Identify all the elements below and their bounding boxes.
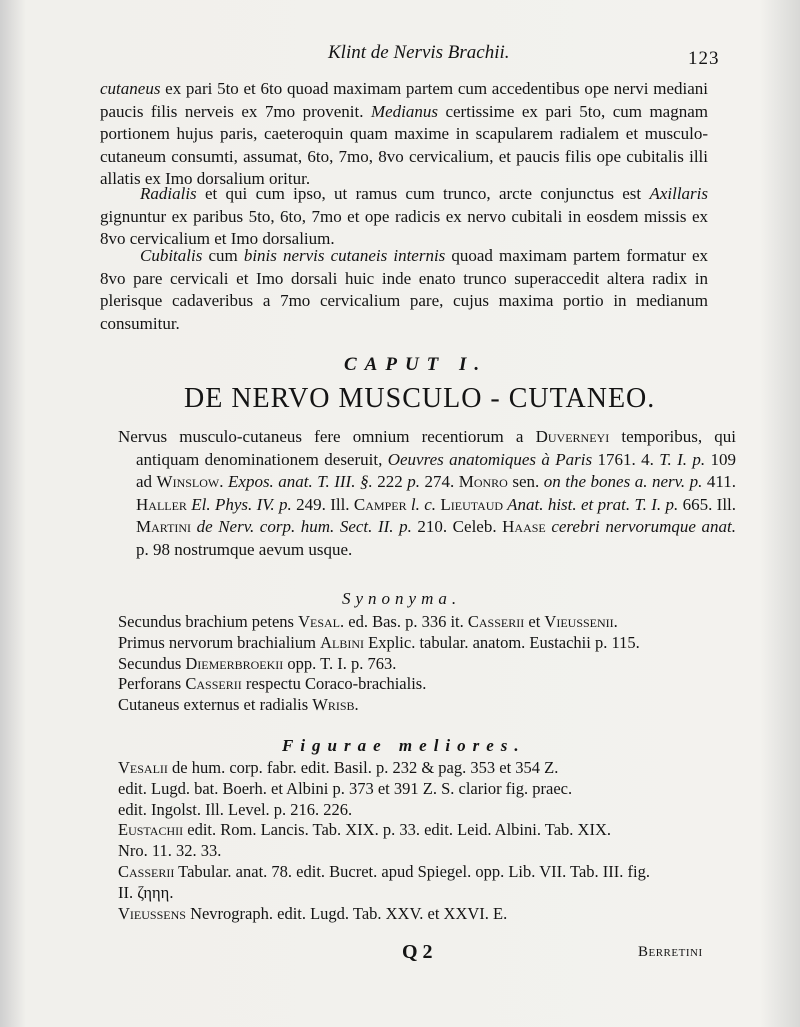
chapter-number: CAPUT I. bbox=[344, 354, 488, 375]
list-item: Secundus Diemerbroekii opp. T. I. p. 763. bbox=[118, 653, 397, 673]
nerve-name-cubitalis: Cubitalis bbox=[140, 246, 203, 265]
list-item: Vieussens Nevrograph. edit. Lugd. Tab. XXV. et XXVI. E. bbox=[118, 903, 508, 923]
list-item: Vesalii de hum. corp. fabr. edit. Basil. p. 232 & pag. 353 et 354 Z. bbox=[118, 758, 559, 777]
nerve-name-axillaris: Axillaris bbox=[649, 184, 708, 203]
list-item: Casserii Tabular. anat. 78. edit. Bucret. apud Spiegel. opp. Lib. VII. Tab. III. fig. bbox=[118, 861, 650, 881]
list-item: Perforans Casserii respectu Coraco-brachialis. bbox=[118, 674, 427, 694]
chapter-entry-paragraph: Nervus musculo-cutaneus fere omnium recentiorum a Duverneyi temporibus, qui antiquam denominationem deseruit, Oeuvres anatomiques à Paris 1761. 4. T. I. p. 109 ad Winslow. Expos. anat. T. III. §. 222 p. 274. Monro sen. on the bones a. nerv. p. 411. Haller El. Phys. IV. p. 249. Ill. Camper l. c. Lieutaud Anat. hist. et prat. T. I. p. 665. Ill. Martini de Nerv. corp. hum. Sect. II. p. 210. Celeb. Haase cerebri nervorumque anat. p. 98 nostrumque aevum usque. bbox=[118, 427, 737, 559]
page-number: 123 bbox=[688, 48, 720, 69]
list-item: Primus nervorum brachialium Albini Explic. tabular. anatom. Eustachii p. 115. bbox=[118, 632, 640, 652]
paragraph-1: cutaneus ex pari 5to et 6to quoad maximam partem cum accedentibus ope nervi mediani paucis filis nerveis ex 7mo provenit. Medianus certissime ex pari 5to, cum magnam portionem hujus paris, caeteroquin quam maxime in scapularem radialem et musculo-cutaneum consumti, assumat, 6to, 7mo, 8vo cervicalium, et paucis filis ope cubitalis illi allatis ex Imo dorsalium oritur. bbox=[100, 79, 708, 188]
synonyma-list bbox=[118, 612, 728, 716]
list-item: edit. Lugd. bat. Boerh. et Albini p. 373 et 391 Z. S. clarior fig. praec. bbox=[118, 778, 573, 798]
figurae-heading: Figurae meliores. bbox=[282, 736, 526, 755]
running-head-title: Klint de Nervis Brachii. bbox=[328, 42, 510, 63]
list-item: Eustachii edit. Rom. Lancis. Tab. XIX. p. 33. edit. Leid. Albini. Tab. XIX. bbox=[118, 820, 611, 840]
paragraph-1-term: cutaneus bbox=[100, 79, 161, 98]
list-item: II. ζηηη. bbox=[118, 882, 174, 902]
list-item: Cutaneus externus et radialis Wrisb. bbox=[118, 695, 359, 715]
list-item: Secundus brachium petens Vesal. ed. Bas. p. 336 it. Casserii et Vieussenii. bbox=[118, 612, 618, 631]
paragraph-3: Cubitalis cum binis nervis cutaneis internis quoad maximam partem formatur ex 8vo pare cervicali et Imo dorsali huic inde enato trunco superaccedit altera radix in plerisque cadaveribus a 7mo cervicalium pare, cujus maxima portio in medianum consumitur. bbox=[100, 246, 708, 333]
catchword: Berretini bbox=[638, 944, 703, 960]
chapter-heading: DE NERVO MUSCULO - CUTANEO. bbox=[184, 383, 656, 414]
nerve-name-radialis: Radialis bbox=[140, 184, 197, 203]
nerve-name-medianus: Medianus bbox=[370, 101, 438, 121]
list-item: edit. Ingolst. Ill. Level. p. 216. 226. bbox=[118, 799, 353, 819]
paragraph-2: Radialis et qui cum ipso, ut ramus cum trunco, arcte conjunctus est Axillaris gignuntur ex paribus 5to, 6to, 7mo et ope radicis ex nervo cubitali in eosdem missis ex 8vo cervicalium et Imo dorsalium. bbox=[100, 184, 708, 248]
signature-mark: Q 2 bbox=[402, 941, 433, 963]
nerve-name-cutanei: binis nervis cutaneis internis bbox=[243, 246, 446, 265]
synonyma-heading: Synonyma. bbox=[342, 589, 462, 608]
list-item: Nro. 11. 32. 33. bbox=[118, 841, 222, 861]
figurae-list bbox=[118, 758, 728, 924]
